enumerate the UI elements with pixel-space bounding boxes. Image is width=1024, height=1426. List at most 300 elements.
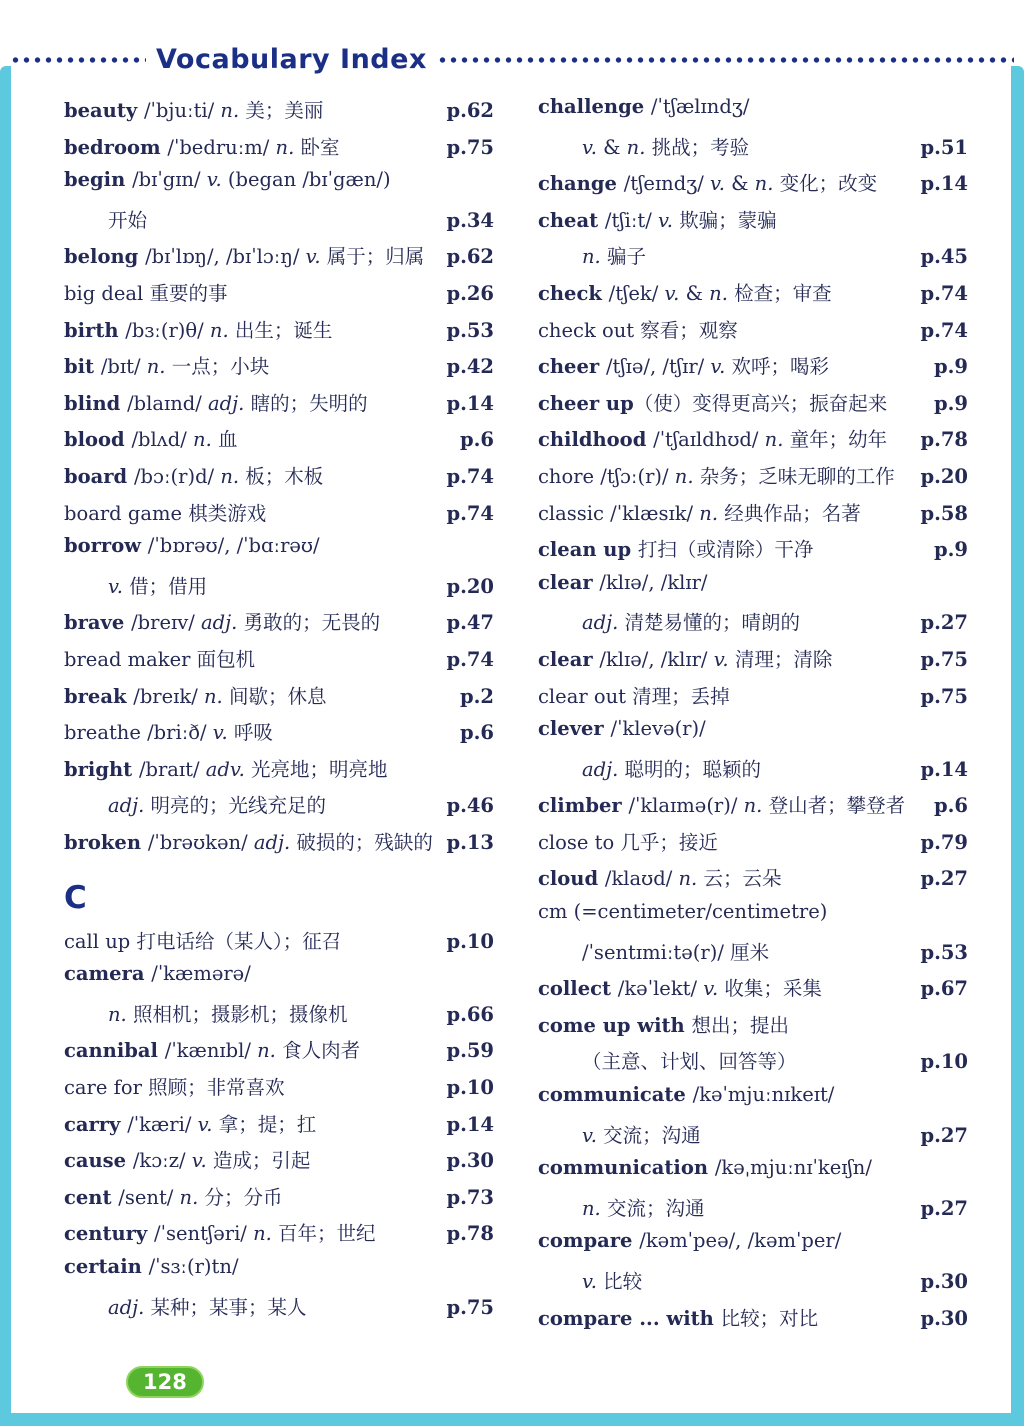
page-ref: p.30 [446, 1149, 494, 1173]
entry-text-fragment: /tʃɪə/, /tʃɪr/ [605, 355, 711, 379]
entry-text-fragment: /blʌd/ [131, 428, 194, 452]
entry-line [538, 278, 968, 315]
entry-text [538, 461, 895, 489]
entry-line [538, 1229, 968, 1266]
entry-text-fragment: & [724, 172, 755, 196]
entry-text [64, 1182, 283, 1210]
vocab-entry [538, 205, 968, 278]
entry-text-fragment: 聪明的；聪颖的 [618, 757, 762, 781]
headword: begin [64, 168, 133, 192]
entry-text [64, 1072, 285, 1100]
entry-text [538, 534, 813, 562]
entry-line [64, 999, 494, 1036]
headword: clever [538, 717, 611, 741]
entry-line [538, 1303, 968, 1340]
vocab-entry [538, 278, 968, 315]
entry-text [538, 498, 861, 526]
part-of-speech: adj. [201, 611, 238, 635]
page-ref: p.45 [920, 245, 968, 269]
part-of-speech: v. [582, 1270, 597, 1293]
entry-text [64, 168, 391, 191]
headword: compare ... with [538, 1306, 721, 1330]
entry-text [582, 1120, 701, 1148]
entry-line [64, 1255, 494, 1292]
page-ref: p.9 [934, 355, 968, 379]
vocab-entry [538, 168, 968, 205]
entry-line [64, 168, 494, 205]
vocab-entry [538, 95, 968, 168]
entry-text [64, 607, 380, 635]
entry-text [538, 900, 827, 923]
headword: broken [64, 830, 148, 854]
entry-text [538, 424, 887, 452]
headword: communication [538, 1156, 715, 1180]
entry-text-fragment: /ˈklaɪmə(r)/ [628, 794, 744, 818]
page-ref: p.47 [446, 611, 494, 635]
entry-line [538, 973, 968, 1010]
headword: bit [64, 355, 101, 379]
headword: clear [538, 570, 600, 594]
header-dots-left [10, 55, 146, 65]
entry-text-fragment: 一点；小块 [165, 355, 270, 379]
part-of-speech: n. [743, 794, 763, 818]
entry-text [538, 571, 708, 594]
header [10, 44, 1014, 75]
entry-text-fragment: 骗子 [600, 245, 646, 269]
entry-text-fragment: /ˈtʃaɪldhʊd/ [653, 428, 765, 452]
vocab-entry [538, 1229, 968, 1302]
vocab-entry [64, 827, 494, 864]
part-of-speech: n. [108, 1002, 127, 1026]
entry-text-fragment: 比较 [596, 1270, 643, 1293]
entry-text [582, 1046, 797, 1074]
entry-text-fragment: /bɪˈlɒŋ/, /bɪˈlɔːŋ/ [145, 245, 306, 269]
page-ref: p.13 [446, 830, 494, 854]
entry-line [64, 1072, 494, 1109]
entry-text-fragment: 交流；沟通 [596, 1123, 701, 1147]
part-of-speech: v. [703, 977, 719, 1001]
entry-line [64, 132, 494, 169]
vocab-entry [538, 571, 968, 644]
page-ref: p.53 [446, 318, 494, 342]
entry-text-fragment: 分；分币 [198, 1185, 283, 1209]
vocab-entry [538, 461, 968, 498]
page-ref: p.27 [920, 611, 968, 635]
page-ref: p.30 [920, 1270, 968, 1293]
entry-text [538, 1010, 789, 1038]
entry-text [64, 962, 251, 985]
page-ref: p.66 [446, 1002, 494, 1026]
entry-text-fragment: 属于；归属 [320, 245, 425, 269]
entry-text-fragment: 明亮的；光线充足的 [144, 794, 327, 818]
entry-text-fragment: 血 [211, 428, 238, 452]
vocab-entry [538, 790, 968, 827]
entry-text [64, 132, 340, 160]
entry-text [64, 717, 273, 745]
part-of-speech: n. [253, 1222, 272, 1246]
part-of-speech: v. [305, 245, 321, 269]
entry-text-fragment: /kəˈmjuːnɪkeɪt/ [692, 1083, 835, 1107]
headword: blood [64, 428, 132, 452]
entry-line [538, 644, 968, 681]
entry-text [538, 827, 718, 855]
entry-text [538, 717, 706, 740]
left-column [64, 95, 494, 1339]
entry-text-fragment: 云；云朵 [697, 867, 782, 891]
section-letter: C [64, 880, 87, 917]
entry-text-fragment: 光亮地；明亮地 [244, 757, 388, 781]
vocab-entry [538, 1156, 968, 1229]
headword: cheat [538, 208, 605, 232]
headword: clear [538, 647, 600, 671]
page-ref: p.14 [920, 757, 968, 781]
entry-line [64, 962, 494, 999]
page-ref: p.59 [446, 1039, 494, 1063]
entry-text-fragment: bread maker 面包机 [64, 647, 256, 671]
headword: communicate [538, 1083, 693, 1107]
entry-line [64, 351, 494, 388]
entry-text-fragment: /ˈbɒrəʊ/, /ˈbɑːrəʊ/ [147, 534, 320, 558]
part-of-speech: v. [710, 355, 726, 379]
vocab-entry [64, 351, 494, 388]
entry-line [538, 351, 968, 388]
vocab-entry [64, 607, 494, 644]
headword: beauty [64, 99, 144, 122]
entry-text-fragment: care for 照顾；非常喜欢 [64, 1075, 285, 1099]
entry-text [64, 241, 424, 269]
entry-text [538, 1083, 834, 1106]
entry-text [64, 827, 433, 855]
page-ref: p.78 [920, 428, 968, 452]
entry-text-fragment: /bɔː(r)d/ [133, 464, 221, 488]
entry-text [582, 241, 646, 269]
vocab-entry [538, 315, 968, 352]
page-ref: p.74 [446, 647, 494, 671]
entry-line [538, 534, 968, 571]
entry-line [538, 863, 968, 900]
right-column [538, 95, 968, 1339]
vocab-entry [64, 644, 494, 681]
page-ref: p.67 [920, 977, 968, 1001]
page-ref: p.30 [920, 1306, 968, 1330]
headword: carry [64, 1112, 128, 1136]
headword: collect [538, 977, 618, 1001]
part-of-speech: n. [193, 428, 212, 452]
entry-text-fragment: /tʃek/ [608, 281, 665, 305]
vocab-entry [538, 534, 968, 571]
entry-line [538, 1266, 968, 1303]
vocab-entry [64, 962, 494, 1035]
entry-text-fragment: 卧室 [294, 135, 340, 159]
entry-line [538, 132, 968, 169]
entry-text-fragment: 欢呼；喝彩 [725, 355, 830, 379]
page-ref: p.27 [920, 1123, 968, 1147]
page-ref: p.58 [920, 501, 968, 525]
part-of-speech: adv. [205, 757, 245, 781]
page-ref: p.20 [446, 574, 494, 598]
page-ref: p.62 [446, 245, 494, 269]
entry-text-fragment: /sent/ [118, 1185, 180, 1209]
entry-text [108, 1292, 307, 1320]
part-of-speech: v. [212, 721, 228, 745]
vocab-entry [64, 1218, 494, 1255]
entry-text-fragment: /tʃeɪndʒ/ [623, 172, 710, 196]
entry-text [64, 95, 323, 123]
part-of-speech: n. [204, 684, 223, 708]
part-of-speech: adj. [253, 830, 291, 854]
entry-text [582, 937, 769, 965]
entry-text-fragment: 开始 [108, 208, 148, 232]
entry-text [582, 607, 800, 635]
vocab-entry [538, 900, 968, 973]
page-ref: p.42 [446, 355, 494, 379]
page-ref: p.73 [446, 1185, 494, 1209]
entry-line [538, 1010, 968, 1047]
entry-line [538, 95, 968, 132]
entry-text-fragment: chore /tʃɔː(r)/ [538, 464, 675, 488]
page-edge-right [1011, 66, 1024, 1426]
entry-text-fragment: /ˈtʃælɪndʒ/ [650, 95, 750, 118]
entry-text-fragment: /ˈkænɪbl/ [164, 1039, 258, 1063]
headword: cloud [538, 867, 605, 891]
part-of-speech: n. [257, 1039, 276, 1063]
entry-text-fragment: /klaʊd/ [604, 867, 679, 891]
entry-text-fragment: /kəˈlekt/ [617, 977, 704, 1001]
entry-text-fragment: close to 几乎；接近 [538, 830, 718, 854]
vocab-entry [64, 1145, 494, 1182]
headword: cannibal [64, 1039, 165, 1063]
part-of-speech: n. [764, 428, 784, 452]
part-of-speech: v. [710, 172, 725, 196]
entry-line [64, 1109, 494, 1146]
page-ref: p.6 [934, 794, 968, 818]
entry-line [64, 388, 494, 425]
page-ref: p.9 [934, 391, 968, 415]
vocab-entry [64, 1072, 494, 1109]
entry-text-fragment: 板；木板 [239, 464, 324, 488]
vocab-entry [538, 498, 968, 535]
page-number-badge: 128 [126, 1366, 204, 1398]
entry-text-fragment: 食人肉者 [275, 1039, 361, 1063]
page-ref: p.6 [460, 721, 494, 745]
page-ref: p.74 [446, 464, 494, 488]
vocab-entry [538, 973, 968, 1010]
page-ref: p.46 [446, 794, 494, 818]
entry-text-fragment: 间歇；休息 [222, 684, 327, 708]
entry-text-fragment: cm (=centimeter/centimetre) [538, 900, 828, 924]
part-of-speech: adj. [108, 794, 145, 818]
entry-text [538, 973, 822, 1001]
entry-text-fragment: /breɪv/ [131, 611, 202, 635]
headword: cheer [538, 355, 606, 379]
entry-line [64, 607, 494, 644]
headword: birth [64, 318, 126, 342]
entry-line [64, 1182, 494, 1219]
entry-text-fragment: 比较；对比 [720, 1306, 819, 1330]
entry-text-fragment: 欺骗；蒙骗 [672, 208, 777, 232]
headword: blind [64, 391, 128, 415]
entry-text [538, 388, 887, 416]
page-ref: p.51 [920, 135, 968, 159]
part-of-speech: n. [179, 1185, 199, 1209]
entry-text [64, 681, 326, 709]
part-of-speech: adj. [582, 757, 619, 781]
entry-line [538, 827, 968, 864]
headword: board [64, 464, 134, 488]
entry-text [538, 95, 749, 118]
entry-text-fragment: 童年；幼年 [783, 428, 888, 452]
entry-text-fragment: /ˈsɜː(r)tn/ [148, 1254, 239, 1278]
vocab-entry [64, 278, 494, 315]
vocab-entry [64, 132, 494, 169]
entry-text-fragment: clear out 清理；丢掉 [538, 684, 730, 708]
headword: cheer up [538, 391, 634, 415]
entry-text-fragment: classic /ˈklæsɪk/ [538, 501, 700, 525]
headword: compare [538, 1229, 640, 1253]
vocab-entry [64, 461, 494, 498]
entry-text [64, 498, 266, 526]
entry-text [64, 1109, 316, 1137]
page-ref: p.74 [446, 501, 494, 525]
entry-text-fragment: 清楚易懂的；晴朗的 [618, 611, 801, 635]
entry-text-fragment: 收集；采集 [718, 977, 822, 1001]
entry-line [64, 644, 494, 681]
entry-text-fragment: /ˈkæri/ [127, 1112, 198, 1136]
part-of-speech: n. [220, 464, 240, 488]
entry-text [64, 315, 332, 343]
entry-line [538, 571, 968, 608]
entry-line [538, 241, 968, 278]
headword: climber [538, 794, 629, 818]
part-of-speech: v. [713, 647, 729, 671]
page-ref: p.10 [446, 1075, 494, 1099]
vocab-entry [538, 681, 968, 718]
part-of-speech: adj. [108, 1295, 145, 1319]
entry-line [538, 315, 968, 352]
entry-line [538, 168, 968, 205]
entry-text [64, 1145, 310, 1173]
entry-text-fragment: /bɜː(r)θ/ [125, 318, 210, 342]
entry-text [64, 926, 341, 954]
entry-text [64, 388, 368, 416]
headword: certain [64, 1254, 149, 1278]
entry-text [582, 1266, 642, 1294]
page-ref: p.9 [934, 538, 968, 562]
header-dots-right [437, 55, 1014, 65]
headword: brave [64, 611, 132, 635]
headword: come up with [538, 1013, 692, 1037]
entry-line [538, 1083, 968, 1120]
entry-line [538, 717, 968, 754]
entry-line [538, 1193, 968, 1230]
part-of-speech: n. [146, 355, 166, 379]
entry-text [582, 1193, 704, 1221]
headword: challenge [538, 95, 651, 118]
entry-text-fragment: /bɪˈgɪn/ [132, 168, 207, 192]
page-ref: p.78 [446, 1222, 494, 1246]
part-of-speech: v. [658, 208, 673, 232]
part-of-speech: v. [664, 281, 680, 305]
entry-line [64, 424, 494, 461]
part-of-speech: adj. [208, 391, 245, 415]
entry-line [538, 607, 968, 644]
page-ref: p.26 [446, 281, 494, 305]
part-of-speech: n. [582, 245, 601, 269]
vocab-entry [64, 926, 494, 963]
entry-text [582, 132, 749, 160]
entry-line [64, 1292, 494, 1329]
entry-text-fragment: 破损的；残缺的 [290, 830, 433, 854]
vocab-entry [538, 388, 968, 425]
entry-text [64, 644, 255, 672]
page-ref: p.27 [920, 1196, 968, 1220]
entry-text-fragment: /ˈbjuːti/ [143, 99, 221, 122]
entry-text-fragment: /ˈklevə(r)/ [610, 717, 706, 741]
page-ref: p.79 [920, 830, 968, 854]
entry-text [64, 278, 227, 306]
entry-line [538, 498, 968, 535]
entry-line [538, 1046, 968, 1083]
entry-text-fragment: 借；借用 [122, 574, 208, 598]
entry-line [64, 754, 494, 791]
entry-text-fragment: （使）变得更高兴；振奋起来 [633, 391, 888, 415]
entry-line [64, 717, 494, 754]
textbook-page [0, 44, 1024, 1426]
entry-text-fragment: （主意、计划、回答等） [582, 1050, 797, 1074]
entry-text-fragment: /kəˌmjuːnɪˈkeɪʃn/ [714, 1156, 872, 1180]
headword: bedroom [64, 135, 168, 159]
entry-line [538, 461, 968, 498]
part-of-speech: n. [709, 281, 728, 305]
part-of-speech: v. [206, 168, 222, 192]
entry-line [538, 205, 968, 242]
entry-text-fragment: /braɪt/ [138, 757, 206, 781]
vocab-entry [538, 1010, 968, 1083]
entry-text-fragment: breathe /briːð/ [64, 721, 213, 745]
entry-line [64, 95, 494, 132]
entry-text [538, 1303, 818, 1331]
entry-line [538, 790, 968, 827]
entry-text [64, 1255, 239, 1278]
entry-text-fragment: & [596, 135, 627, 159]
vocab-entry [538, 717, 968, 790]
page-ref: p.62 [446, 99, 494, 122]
page-ref: p.10 [920, 1050, 968, 1074]
entry-line [64, 241, 494, 278]
entry-text-fragment: 拿；提；扛 [212, 1112, 317, 1136]
part-of-speech: v. [582, 1123, 597, 1147]
entry-text-fragment: 造成；引起 [206, 1149, 311, 1173]
entry-line [64, 315, 494, 352]
page-ref: p.27 [920, 867, 968, 891]
page-ref: p.14 [920, 172, 968, 196]
vocab-entry [64, 681, 494, 718]
entry-text-fragment: 呼吸 [227, 721, 273, 745]
entry-text [538, 790, 905, 818]
entry-text [64, 424, 238, 452]
entry-line [64, 461, 494, 498]
entry-line [538, 1120, 968, 1157]
vocab-entry [538, 863, 968, 900]
entry-text-fragment: /breɪk/ [133, 684, 204, 708]
page-ref: p.2 [460, 684, 494, 708]
entry-line [538, 754, 968, 791]
entry-text-fragment: /ˈsentɪmiːtə(r)/ 厘米 [582, 940, 770, 964]
entry-text [538, 644, 832, 672]
entry-text [538, 1156, 872, 1179]
vocab-entry [64, 95, 494, 132]
entry-text-fragment: 挑战；考验 [645, 135, 750, 159]
